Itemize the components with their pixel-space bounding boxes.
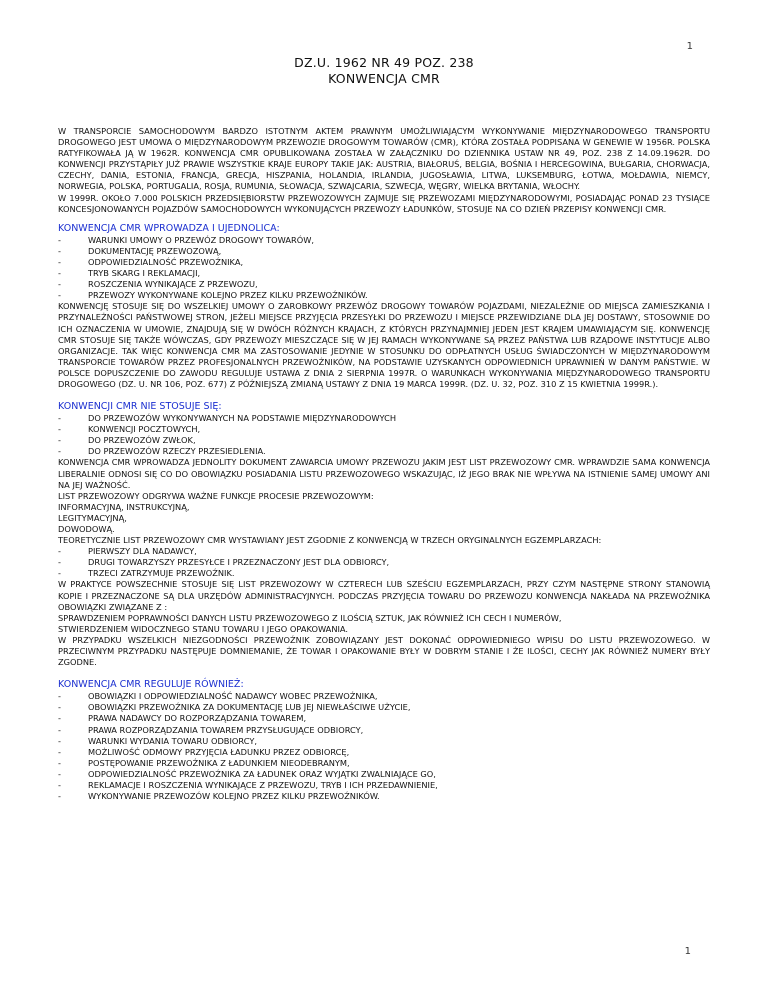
section2-paragraph-2: W PRAKTYCE POWSZECHNIE STOSUJE SIĘ LIST PRZEWOZOWY W CZTERECH LUB SZEŚCIU EGZEMPLARZACH, PRZY CZYM NASTĘPNE STRONY STANOWIĄ KOPIE I PRZEZNACZONE SĄ DLA URZĘDÓW ADMINISTRACYJNYCH. PODCZAS PRZYJĘCIA TOWARU DO PRZEWOZU KONWENCJA NAKŁADA NA PRZEWOŹNIKA OBOWIĄZKI ZWIĄZANE Z : xyxy=(58,579,710,612)
section-heading: KONWENCJI CMR NIE STOSUJE SIĘ: xyxy=(58,401,222,413)
list-item: - MOŻLIWOŚĆ ODMOWY PRZYJĘCIA ŁADUNKU PRZEZ ODBIORCĘ, xyxy=(58,746,350,757)
list-item: - DRUGI TOWARZYSZY PRZESYŁCE I PRZEZNACZONY JEST DLA ODBIORCY, xyxy=(58,557,390,568)
document-title xyxy=(0,55,768,87)
list-item: - TRZECI ZATRZYMUJE PRZEWOŹNIK. xyxy=(58,568,235,579)
section-heading: KONWENCJA CMR REGULUJE RÓWNIEŻ: xyxy=(58,679,244,691)
document-body xyxy=(58,126,710,802)
list-item: - KONWENCJI POCZTOWYCH, xyxy=(58,424,201,435)
text-line: TEORETYCZNIE LIST PRZEWOZOWY CMR WYSTAWIANY JEST ZGODNIE Z KONWENCJĄ W TRZECH ORYGINALNYCH EGZEMPLARZACH: xyxy=(58,535,602,546)
intro-paragraph: W TRANSPORCIE SAMOCHODOWYM BARDZO ISTOTNYM AKTEM PRAWNYM UMOŻLIWIAJĄCYM WYKONYWANIE MIĘDZYNARODOWEGO TRANSPORTU DROGOWEGO JEST UMOWA O MIĘDZYNARODOWYM PRZEWOZIE DROGOWYM TOWARÓW (CMR), KTÓRA ZOSTAŁA PODPISANA W GENEWIE W 1956R. POLSKA RATYFIKOWAŁA JĄ W 1962R. KONWENCJA CMR OPUBLIKOWANA ZOSTAŁA W ZAŁĄCZNIKU DO DZIENNIKA USTAW NR 49, POZ. 238 Z 14.09.1962R. DO KONWENCJI PRZYSTĄPIŁY JUŻ PRAWIE WSZYSTKIE KRAJE EUROPY TAKIE JAK: AUSTRIA, BIAŁORUŚ, BELGIA, BOŚNIA I HERCEGOWINA, BUŁGARIA, CHORWACJA, CZECHY, DANIA, ESTONIA, FRANCJA, GRECJA, HISZPANIA, HOLANDIA, IRLANDIA, JUGOSŁAWIA, LITWA, LUKSEMBURG, ŁOTWA, MOŁDAWIA, NIEMCY, NORWEGIA, POLSKA, PORTUGALIA, ROSJA, RUMUNIA, SŁOWACJA, SZWAJCARIA, SZWECJA, WĘGRY, WIELKA BRYTANIA, WŁOCHY. xyxy=(58,126,710,192)
list-item: - DO PRZEWOZÓW WYKONYWANYCH NA PODSTAWIE MIĘDZYNARODOWYCH xyxy=(58,413,397,424)
section2-paragraph-1: KONWENCJA CMR WPROWADZA JEDNOLITY DOKUMENT ZAWARCIA UMOWY PRZEWOZU JAKIM JEST LIST PRZEWOZOWY CMR. WPRAWDZIE SAMA KONWENCJA LIBERALNIE ODNOSI SIĘ CO DO OBOWIĄZKU POSIADANIA LISTU PRZEWOZOWEGO WSKAZUJĄC, IŻ JEGO BRAK NIE WPŁYWA NA ISTNIENIE SAMEJ UMOWY ANI NA JEJ WAŻNOŚĆ. xyxy=(58,457,710,490)
list-item: - OBOWIĄZKI I ODPOWIEDZIALNOŚĆ NADAWCY WOBEC PRZEWOŹNIKA, xyxy=(58,691,378,702)
text-line: STWIERDZENIEM WIDOCZNEGO STANU TOWARU I JEGO OPAKOWANIA. xyxy=(58,623,349,634)
text-line: LEGITYMACYJNĄ, xyxy=(58,512,127,523)
list-item: - DO PRZEWOZÓW ZWŁOK, xyxy=(58,435,196,446)
text-line: INFORMACYJNĄ, INSTRUKCYJNĄ, xyxy=(58,501,190,512)
copies-list xyxy=(58,546,710,579)
intro-paragraph-2: W 1999R. OKOŁO 7.000 POLSKICH PRZEDSIĘBIORSTW PRZEWOZOWYCH ZAJMUJE SIĘ PRZEWOZAMI MIĘDZYNARODOWYMI, POSIADAJĄC PONAD 23 TYSIĄCE KONCESJONOWANYCH POJAZDÓW SAMOCHODOWYCH WYKONUJĄCYCH PRZEWOZY ŁADUNKÓW, STOSUJE NA CO DZIEŃ PRZEPISY KONWENCJI CMR. xyxy=(58,192,710,214)
list-item: - REKLAMACJE I ROSZCZENIA WYNIKAJĄCE Z PRZEWOZU, TRYB I ICH PRZEDAWNIENIE, xyxy=(58,779,438,790)
list-item: - WARUNKI WYDANIA TOWARU ODBIORCY, xyxy=(58,735,257,746)
page-number-top: 1 xyxy=(686,41,693,52)
list-item: - OBOWIĄZKI PRZEWOŹNIKA ZA DOKUMENTACJĘ LUB JEJ NIEWŁAŚCIWE UŻYCIE, xyxy=(58,702,411,713)
section1-paragraph: KONWENCJĘ STOSUJE SIĘ DO WSZELKIEJ UMOWY O ZAROBKOWY PRZEWÓZ DROGOWY TOWARÓW POJAZDAMI, NIEZALEŻNIE OD MIEJSCA ZAMIESZKANIA I PRZYNALEŻNOŚCI PAŃSTWOWEJ STRON, JEŻELI MIEJSCE PRZYJĘCIA PRZESYŁKI DO PRZEWOZU I MIEJSCE PRZEWIDZIANE DLA JEJ DOSTAWY, STOSOWNIE DO ICH OZNACZENIA W UMOWIE, ZNAJDUJĄ SIĘ W DWÓCH RÓŻNYCH KRAJACH, Z KTÓRYCH PRZYNAJMNIEJ JEDEN JEST KRAJEM UMAWIAJĄCYM SIĘ. KONWENCJĘ CMR STOSUJE SIĘ TAKŻE WÓWCZAS, GDY PRZEWOZY MIESZCZĄCE SIĘ W JEJ RAMACH WYKONYWANE SĄ PRZEZ PAŃSTWA LUB RZĄDOWE INSTYTUCJE ALBO ORGANIZACJE. TAK WIĘC KONWENCJA CMR MA ZASTOSOWANIE JEDYNIE W STOSUNKU DO ODPŁATNYCH USŁUG ŚWIADCZONYCH W MIĘDZYNARODOWYM TRANSPORCIE TOWARÓW PRZEZ PROFESJONALNYCH PRZEWOŹNIKÓW, NA PODSTAWIE UZYSKANYCH ODPOWIEDNICH UPRAWNIEŃ W DANYM PAŃSTWIE. W POLSCE DOPUSZCZENIE DO ZAWODU REGULUJE USTAWA Z DNIA 2 SIERPNIA 1997R. O WARUNKACH WYKONYWANIA MIĘDZYNARODOWEGO TRANSPORTU DROGOWEGO (DZ. U. NR 106, POZ. 677) Z PÓŹNIEJSZĄ ZMIANĄ USTAWY Z DNIA 19 MARCA 1999R. (DZ. U. 32, POZ. 310 Z 15 KWIETNIA 1999R.). xyxy=(58,301,710,389)
list-item: - WARUNKI UMOWY O PRZEWÓZ DROGOWY TOWARÓW, xyxy=(58,234,315,245)
list-item: - WYKONYWANIE PRZEWOZÓW KOLEJNO PRZEZ KILKU PRZEWOŹNIKÓW. xyxy=(58,791,380,802)
section-heading: KONWENCJA CMR WPROWADZA I UJEDNOLICA: xyxy=(58,222,280,234)
list-item: - DO PRZEWOZÓW RZECZY PRZESIEDLENIA. xyxy=(58,446,266,457)
text-line: DOWODOWĄ. xyxy=(58,524,115,534)
section2-list xyxy=(58,413,710,457)
list-item: - ODPOWIEDZIALNOŚĆ PRZEWOŹNIKA ZA ŁADUNEK ORAZ WYJĄTKI ZWALNIAJĄCE GO, xyxy=(58,768,436,779)
list-item: - ROSZCZENIA WYNIKAJĄCE Z PRZEWOZU, xyxy=(58,279,258,290)
list-item: - ODPOWIEDZIALNOŚĆ PRZEWOŹNIKA, xyxy=(58,256,244,267)
title-line-1: DZ.U. 1962 NR 49 POZ. 238 xyxy=(294,55,474,70)
title-line-2: KONWENCJA CMR xyxy=(328,71,440,86)
text-line: SPRAWDZENIEM POPRAWNOŚCI DANYCH LISTU PRZEWOZOWEGO Z ILOŚCIĄ SZTUK, JAK RÓWNIEŻ ICH CECH I NUMERÓW, xyxy=(58,612,562,623)
section3-list xyxy=(58,691,710,802)
list-item: - POSTĘPOWANIE PRZEWOŹNIKA Z ŁADUNKIEM NIEODEBRANYM, xyxy=(58,757,350,768)
list-item: - DOKUMENTACJĘ PRZEWOZOWĄ, xyxy=(58,245,222,256)
section1-list xyxy=(58,235,710,302)
page-number-bottom: 1 xyxy=(684,946,691,957)
section2-paragraph-3: W PRZYPADKU WSZELKICH NIEZGODNOŚCI PRZEWOŹNIK ZOBOWIĄZANY JEST DOKONAĆ ODPOWIEDNIEGO WPISU DO LISTU PRZEWOZOWEGO. W PRZECIWNYM PRZYPADKU NASTĘPUJE DOMNIEMANIE, ŻE TOWAR I OPAKOWANIE BYŁY W DOBRYM STANIE I ŻE ILOŚCI, CECHY JAK RÓWNIEŻ NUMERY BYŁY ZGODNE. xyxy=(58,634,710,668)
list-item: - PRZEWOZY WYKONYWANE KOLEJNO PRZEZ KILKU PRZEWOŹNIKÓW. xyxy=(58,290,368,301)
text-line: LIST PRZEWOZOWY ODGRYWA WAŻNE FUNKCJE PROCESIE PRZEWOZOWYM: xyxy=(58,490,374,501)
list-item: - TRYB SKARG I REKLAMACJI, xyxy=(58,268,201,279)
list-item: - PRAWA ROZPORZĄDZANIA TOWAREM PRZYSŁUGUJĄCE ODBIORCY, xyxy=(58,724,364,735)
list-item: - PIERWSZY DLA NADAWCY, xyxy=(58,546,197,557)
list-item: - PRAWA NADAWCY DO ROZPORZĄDZANIA TOWAREM, xyxy=(58,713,307,724)
